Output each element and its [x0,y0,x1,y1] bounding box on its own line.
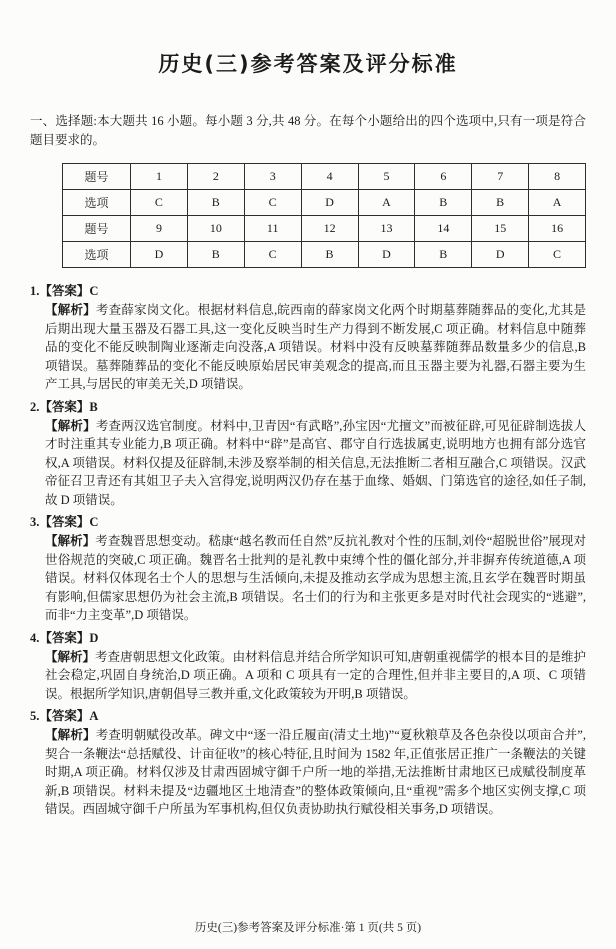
table-cell: C [244,190,301,216]
table-row [63,190,586,216]
table-cell: 3 [244,164,301,190]
answer-label: 【答案】 [39,515,90,529]
table-cell: D [131,242,188,268]
table-cell: 11 [244,216,301,242]
table-cell: 15 [472,216,529,242]
table-cell: 8 [529,164,586,190]
table-cell: B [187,242,244,268]
table-cell: 14 [415,216,472,242]
table-cell: 9 [131,216,188,242]
table-cell: B [301,242,358,268]
page-footer: 历史(三)参考答案及评分标准·第 1 页(共 5 页) [194,922,422,934]
analysis-label: 【解析】 [45,649,96,664]
table-cell: A [358,190,415,216]
answer-letter: C [89,284,99,298]
answer-table [62,163,586,268]
row-header-cell: 选项 [63,242,131,268]
answer-item [30,398,586,510]
analysis-text: 考查魏晋思想变动。嵇康“越名教而任自然”反抗礼教对个性的压制,刘伶“超脱世俗”展现对世俗规范的突破,C 项正确。魏晋名士批判的是礼教中束缚个性的僵化部分,并非摒弃传统道德,A 项错误。材料仅体现名士个人的思想与生活倾向,未提及推动玄学成为思想主流,且玄学在魏晋时期虽有影响,但儒家思想仍为社会主流,B 项错误。名士们的行为和主张更多是对时代社会现实的“逃避”,而非“力主变革”,D 项错误。 [45,534,586,622]
answer-heading [30,282,586,301]
answer-heading [30,398,586,417]
table-cell: 7 [472,164,529,190]
answer-number: 3. [30,515,40,529]
answer-letter: D [89,630,99,645]
table-cell: D [301,190,358,216]
answer-label: 【答案】 [39,284,90,298]
answer-analysis [45,301,586,394]
answer-number: 5. [30,709,40,723]
answer-label: 【答案】 [39,709,90,723]
section-intro: 一、选择题:本大题共 16 小题。每小题 3 分,共 48 分。在每个小题给出的四个选项中,只有一项是符合题目要求的。 [30,114,586,147]
table-cell: 6 [415,164,472,190]
table-cell: C [244,242,301,268]
row-header-cell: 选项 [63,190,131,216]
analysis-label: 【解析】 [45,534,96,548]
table-cell: 4 [301,164,358,190]
answer-heading [30,513,586,532]
table-row [63,242,586,268]
table-cell: A [529,190,586,216]
analysis-text: 考查两汉选官制度。材料中,卫青因“有武略”,孙宝因“尤擅文”而被征辟,可见征辟制选拔人才时注重其专业能力,B 项正确。材料中“辟”是高官、郡守自行选拔属吏,说明地方也拥有部分选官权,A 项错误。材料仅提及征辟制,未涉及察举制的相关信息,无法推断二者相互融合,C 项错误。汉武帝征召卫青还有其姐卫子夫入宫得宠,说明两汉仍存在基于血缘、婚姻、门第选官的途径,如任子制,故 D 项错误。 [45,418,586,507]
answer-letter: A [89,709,99,723]
answer-analysis [45,532,586,625]
page-title: 历史(三)参考答案及评分标准 [158,52,458,76]
answer-item [30,707,586,819]
table-cell: B [415,190,472,216]
table-row [63,164,586,190]
answer-analysis [45,726,586,819]
table-cell: 12 [301,216,358,242]
answer-letter: C [89,515,99,529]
answer-label: 【答案】 [39,399,90,414]
answer-item [30,513,586,625]
table-cell: D [472,242,529,268]
table-cell: 13 [358,216,415,242]
table-row [63,216,586,242]
analysis-label: 【解析】 [45,728,96,742]
table-cell: 1 [131,164,188,190]
answer-item [30,282,586,394]
answer-item [30,629,586,704]
answer-analysis [45,648,586,704]
analysis-text: 考查唐朝思想文化政策。由材料信息并结合所学知识可知,唐朝重视儒学的根本目的是维护社会稳定,巩固自身统治,D 项正确。A 项和 C 项具有一定的合理性,但并非主要目的,A 项、C 项错误。根据所学知识,唐朝倡导三教并重,文化政策较为开明,B 项错误。 [45,649,586,701]
answer-heading [30,707,586,726]
table-cell: 2 [187,164,244,190]
analysis-text: 考查薛家岗文化。根据材料信息,皖西南的薛家岗文化两个时期墓葬随葬品的变化,尤其是后期出现大量玉器及石器工具,这一变化反映当时生产力得到不断发展,C 项正确。材料信息中随葬品的变化不能反映制陶业逐渐走向没落,A 项错误。材料中没有反映墓葬随葬品数量多少的信息,B 项错误。墓葬随葬品的变化不能反映原始居民审美观念的提高,而且玉器主要为礼器,石器主要为生产工具,与居民的审美无关,D 项错误。 [45,303,586,391]
table-cell: 10 [187,216,244,242]
answer-label: 【答案】 [39,630,90,645]
answer-number: 4. [30,630,40,645]
analysis-text: 考查明朝赋役改革。碑文中“逐一沿丘履亩(清丈土地)”“夏秋粮草及各色杂役以项亩合并”,契合一条鞭法“总括赋役、计亩征收”的核心特征,且时间为 1582 年,正值张居正推广一条鞭法的关键时期,A 项正确。材料仅涉及甘肃西固城守御千户所一地的举措,无法推断甘肃地区已成赋役制度革新,B 项错误。材料未提及“边疆地区土地清查”的整体政策倾向,且“重视”需多个地区实例支撑,C 项错误。西固城守御千户所虽为军事机构,但仅负责协助执行赋役相关事务,D 项错误。 [45,728,586,816]
table-cell: C [131,190,188,216]
answer-letter: B [89,399,98,414]
answer-number: 1. [30,284,40,298]
analysis-label: 【解析】 [45,303,96,317]
row-header-cell: 题号 [63,164,131,190]
table-cell: 16 [529,216,586,242]
table-cell: 5 [358,164,415,190]
analysis-label: 【解析】 [45,418,96,433]
answer-number: 2. [30,399,40,414]
row-header-cell: 题号 [63,216,131,242]
table-cell: B [472,190,529,216]
answer-analysis [45,417,586,510]
answer-heading [30,629,586,648]
table-cell: C [529,242,586,268]
table-cell: D [358,242,415,268]
table-cell: B [415,242,472,268]
table-cell: B [187,190,244,216]
